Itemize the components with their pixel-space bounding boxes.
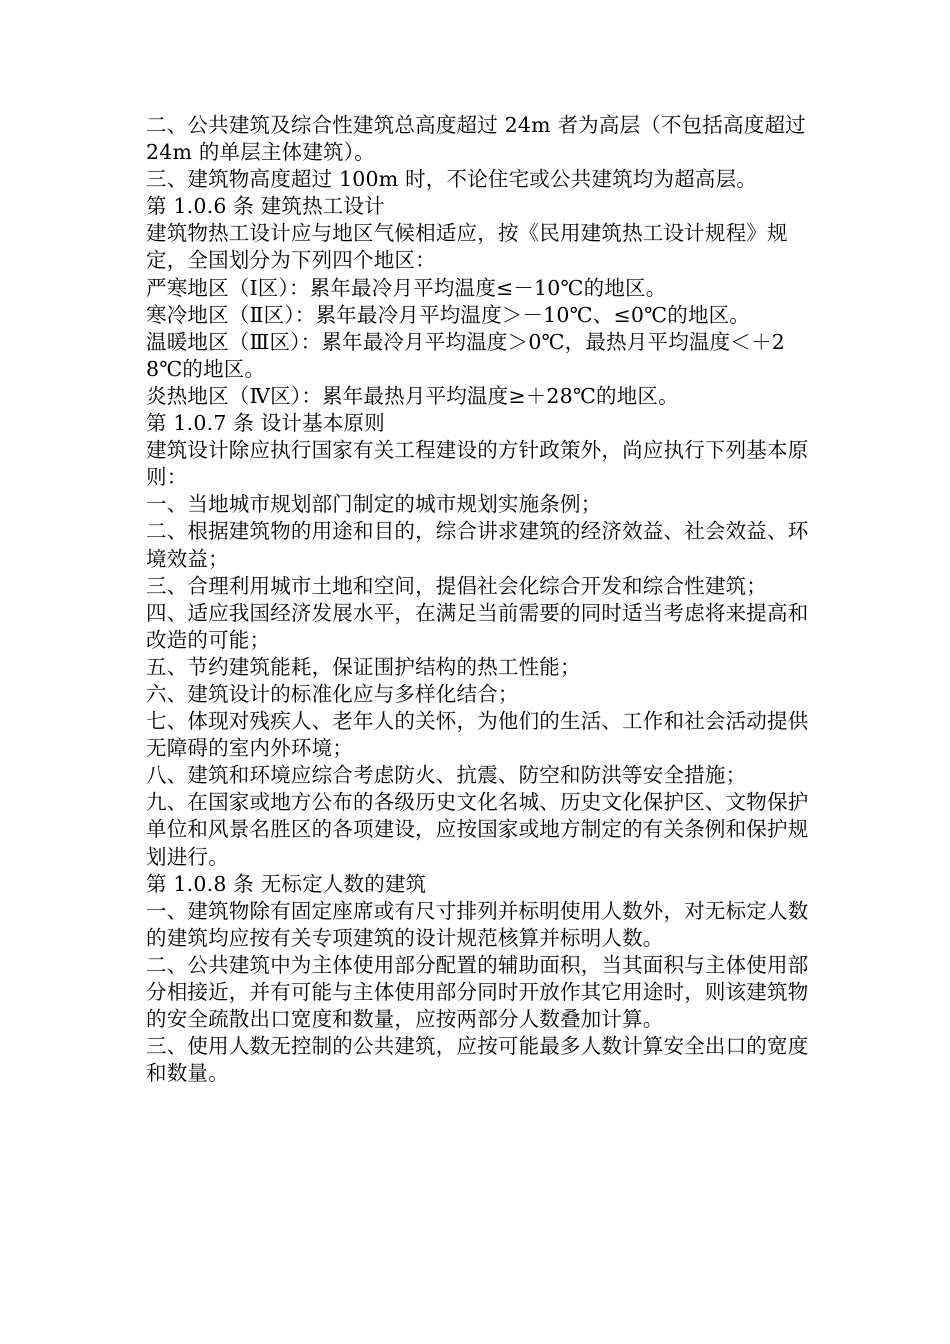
paragraph-zone-3: 温暖地区（Ⅲ区）：累年最冷月平均温度＞0℃，最热月平均温度＜＋28℃的地区。: [146, 329, 785, 381]
list-item-occupancy-2: 二、公共建筑中为主体使用部分配置的辅助面积，当其面积与主体使用部分相接近，并有可能与主体使用部分同时开放作其它用途时，则该建筑物的安全疏散出口宽度和数量，应按两部分人数叠加计算。: [146, 952, 809, 1032]
list-item-principle-2: 二、根据建筑物的用途和目的，综合讲求建筑的经济效益、社会效益、环境效益；: [146, 519, 809, 571]
article-heading-1-0-7: 第 1.0.7 条 设计基本原则: [146, 411, 385, 436]
paragraph-zone-1: 严寒地区（Ⅰ区）：累年最冷月平均温度≤－10℃的地区。: [146, 275, 667, 300]
paragraph-thermal-intro: 建筑物热工设计应与地区气候相适应，按《民用建筑热工设计规程》规定，全国划分为下列四个地区：: [146, 221, 788, 273]
list-item-principle-9: 九、在国家或地方公布的各级历史文化名城、历史文化保护区、文物保护单位和风景名胜区的各项建设，应按国家或地方制定的有关条例和保护规划进行。: [146, 790, 809, 869]
list-item-principle-3: 三、合理利用城市土地和空间，提倡社会化综合开发和综合性建筑；: [146, 573, 767, 598]
list-item-principle-4: 四、适应我国经济发展水平，在满足当前需要的同时适当考虑将来提高和改造的可能；: [146, 600, 809, 652]
document-body: [146, 112, 818, 1087]
list-item-principle-5: 五、节约建筑能耗，保证围护结构的热工性能；: [146, 654, 581, 679]
list-item-principle-8: 八、建筑和环境应综合考虑防火、抗震、防空和防洪等安全措施；: [146, 763, 747, 788]
list-item-occupancy-1: 一、建筑物除有固定座席或有尺寸排列并标明使用人数外，对无标定人数的建筑均应按有关专项建筑的设计规范核算并标明人数。: [146, 898, 809, 950]
list-item-principle-7: 七、体现对残疾人、老年人的关怀，为他们的生活、工作和社会活动提供无障碍的室内外环境；: [146, 709, 809, 761]
article-heading-1-0-6: 第 1.0.6 条 建筑热工设计: [146, 194, 385, 219]
list-item-occupancy-3: 三、使用人数无控制的公共建筑，应按可能最多人数计算安全出口的宽度和数量。: [146, 1034, 809, 1086]
paragraph-zone-2: 寒冷地区（Ⅱ区）：累年最冷月平均温度＞－10℃、≤0℃的地区。: [146, 302, 751, 327]
paragraph-super-high-rise: 三、建筑物高度超过 100m 时，不论住宅或公共建筑均为超高层。: [146, 167, 757, 192]
paragraph-principles-intro: 建筑设计除应执行国家有关工程建设的方针政策外，尚应执行下列基本原则：: [146, 438, 809, 490]
list-item-principle-1: 一、当地城市规划部门制定的城市规划实施条例；: [146, 492, 602, 517]
paragraph-high-rise-public: 二、公共建筑及综合性建筑总高度超过 24m 者为高层（不包括高度超过 24m 的单层主体建筑）。: [146, 113, 806, 165]
list-item-principle-6: 六、建筑设计的标准化应与多样化结合；: [146, 681, 519, 706]
paragraph-zone-4: 炎热地区（Ⅳ区）：累年最热月平均温度≥＋28℃的地区。: [146, 383, 679, 408]
article-heading-1-0-8: 第 1.0.8 条 无标定人数的建筑: [146, 871, 427, 896]
